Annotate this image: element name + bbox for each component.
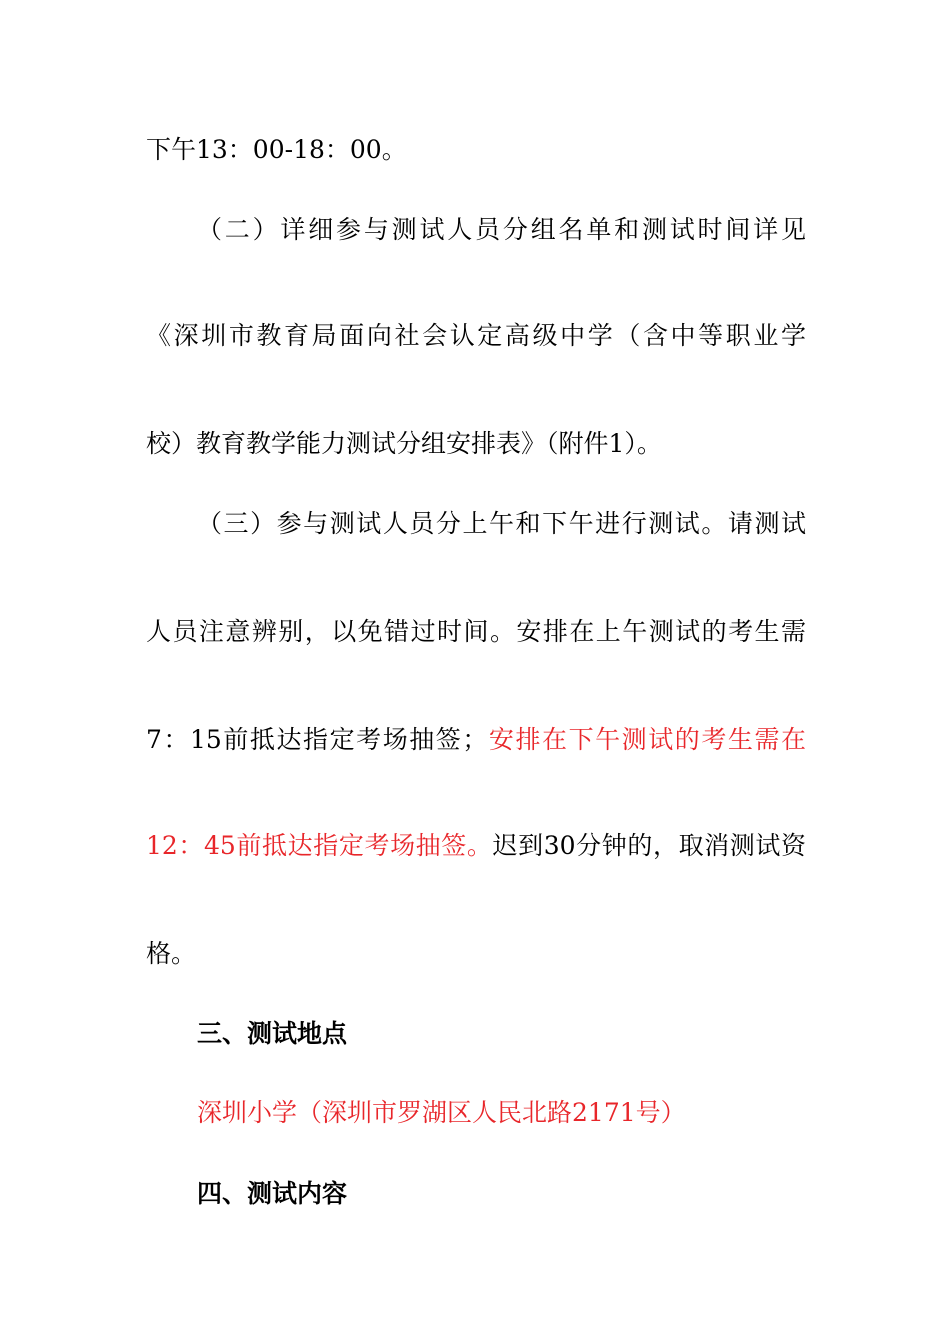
- section-heading: 三、测试地点: [197, 1019, 348, 1048]
- test-location-address: 深圳小学（深圳市罗湖区人民北路2171号）: [197, 1098, 686, 1127]
- paragraph-line: 《深圳市教育局面向社会认定高级中学（含中等职业学: [146, 321, 806, 350]
- plain-text: 7：15前抵达指定考场抽签；: [146, 725, 488, 754]
- paragraph-line: [146, 724, 806, 756]
- paragraph-line: 校）教育教学能力测试分组安排表》（附件1）。: [146, 429, 662, 458]
- paragraph-line: 格。: [146, 939, 197, 968]
- paragraph-line: （二）详细参与测试人员分组名单和测试时间详见: [197, 215, 806, 244]
- plain-text: 迟到30分钟的，取消测试资: [492, 831, 806, 860]
- paragraph-line: [146, 830, 806, 862]
- paragraph-line: 人员注意辨别，以免错过时间。安排在上午测试的考生需: [146, 617, 806, 646]
- paragraph-line: 下午13：00-18：00。: [146, 135, 407, 164]
- paragraph-line: （三）参与测试人员分上午和下午进行测试。请测试: [197, 509, 806, 538]
- highlighted-text: 12：45前抵达指定考场抽签。: [146, 831, 493, 860]
- highlighted-text: 安排在下午测试的考生需在: [487, 725, 806, 754]
- section-heading: 四、测试内容: [197, 1179, 348, 1208]
